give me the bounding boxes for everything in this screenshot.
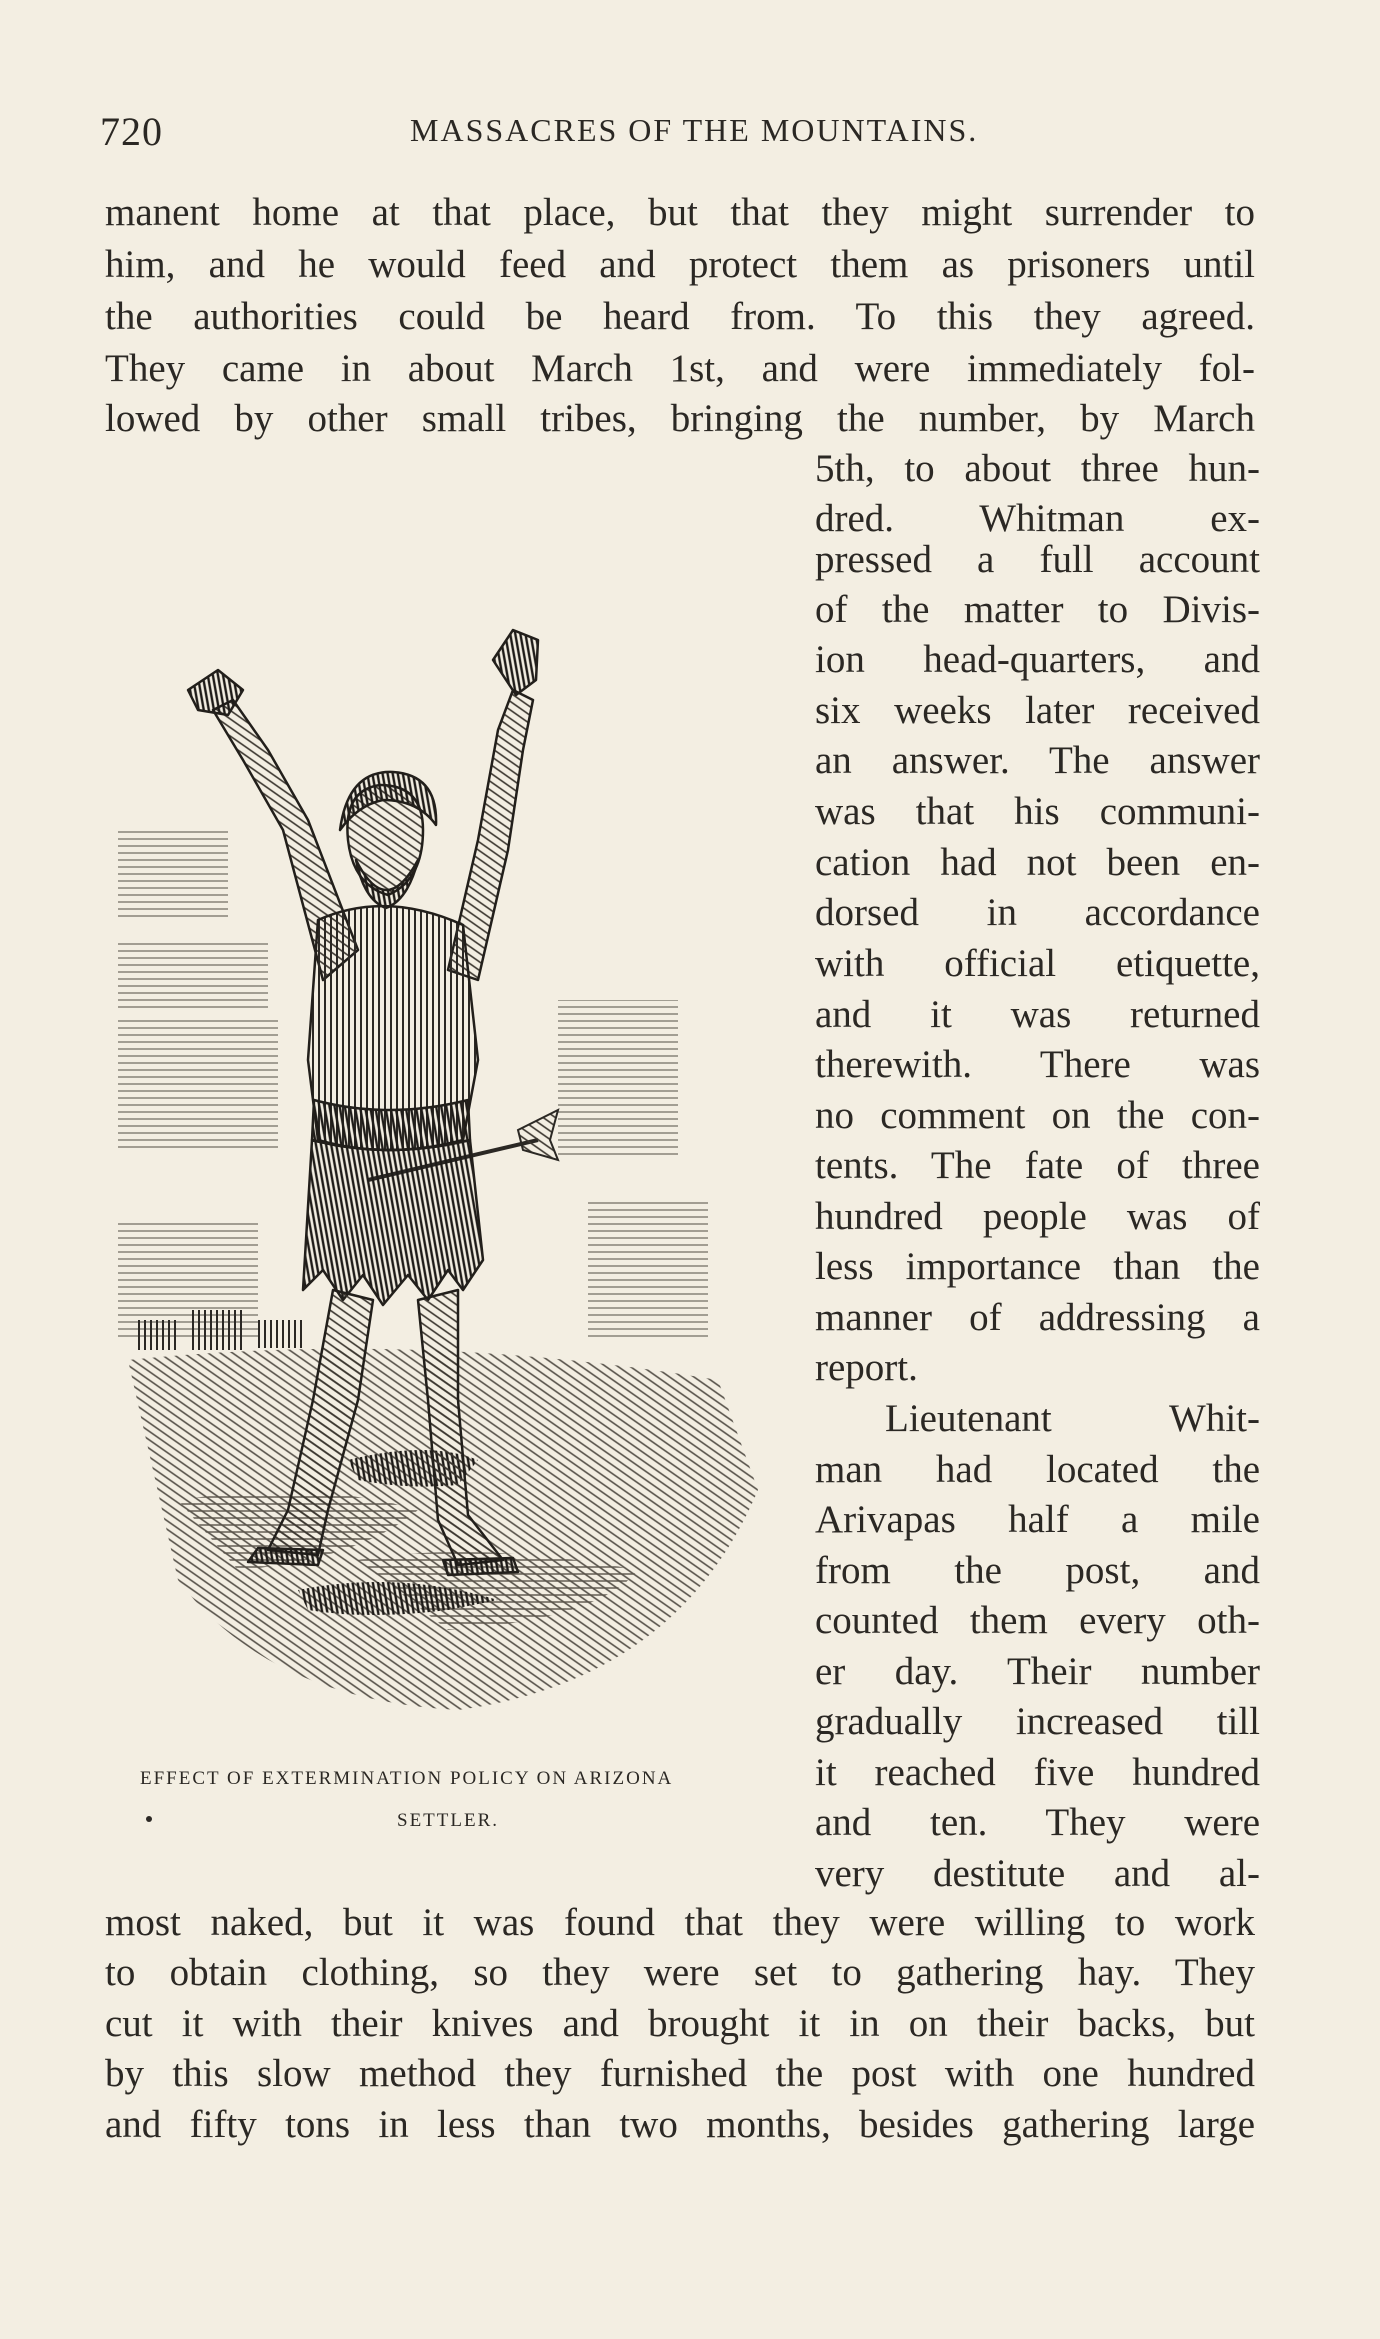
text-line: tents. The fate of three (815, 1144, 1260, 1187)
figure-caption-continued: SETTLER. (397, 1810, 500, 1831)
text-line: cation had not been en- (815, 841, 1260, 884)
text-line: dred. Whitman ex- (815, 497, 1260, 540)
text-line: and fifty tons in less than two months, besides gathering large (105, 2103, 1255, 2146)
text-line: and ten. They were (815, 1801, 1260, 1844)
running-head: MASSACRES OF THE MOUNTAINS. (410, 112, 979, 148)
settler-engraving (118, 500, 798, 1750)
print-speck (146, 1816, 152, 1822)
text-line: very destitute and al- (815, 1852, 1260, 1895)
text-line: less importance than the (815, 1245, 1260, 1288)
figure-caption: EFFECT OF EXTERMINATION POLICY ON ARIZONA (140, 1768, 674, 1789)
text-line: report. (815, 1346, 918, 1389)
text-line: and it was returned (815, 993, 1260, 1036)
text-line: of the matter to Divis- (815, 588, 1260, 631)
text-line: ion head-quarters, and (815, 638, 1260, 681)
text-line: no comment on the con- (815, 1094, 1260, 1137)
engraving-illustration (118, 500, 798, 1750)
text-line: was that his communi- (815, 790, 1260, 833)
text-line: manner of addressing a (815, 1296, 1260, 1339)
text-line: 5th, to about three hun- (815, 447, 1260, 490)
text-line: er day. Their number (815, 1650, 1260, 1693)
text-line: most naked, but it was found that they were willing to work (105, 1901, 1255, 1944)
text-line: him, and he would feed and protect them as prisoners until (105, 243, 1255, 286)
text-line: manent home at that place, but that they might surrender to (105, 191, 1255, 234)
text-line: Arivapas half a mile (815, 1498, 1260, 1541)
text-line: cut it with their knives and brought it in on their backs, but (105, 2002, 1255, 2045)
text-line: man had located the (815, 1448, 1260, 1491)
text-line: gradually increased till (815, 1700, 1260, 1743)
text-line: six weeks later received (815, 689, 1260, 732)
text-line: dorsed in accordance (815, 891, 1260, 934)
text-line: pressed a full account (815, 538, 1260, 581)
text-line: it reached five hundred (815, 1751, 1260, 1794)
text-line: to obtain clothing, so they were set to gathering hay. They (105, 1951, 1255, 1994)
page-header (100, 108, 1280, 158)
text-line: therewith. There was (815, 1043, 1260, 1086)
text-line: Lieutenant Whit- (885, 1397, 1260, 1440)
text-line: from the post, and (815, 1549, 1260, 1592)
text-line: hundred people was of (815, 1195, 1260, 1238)
text-line: the authorities could be heard from. To this they agreed. (105, 295, 1255, 338)
page-number: 720 (100, 109, 163, 154)
text-line: They came in about March 1st, and were immediately fol- (105, 347, 1255, 390)
text-line: by this slow method they furnished the post with one hundred (105, 2052, 1255, 2095)
text-line: counted them every oth- (815, 1599, 1260, 1642)
text-line: with official etiquette, (815, 942, 1260, 985)
text-line: an answer. The answer (815, 739, 1260, 782)
text-line: lowed by other small tribes, bringing the number, by March (105, 397, 1255, 440)
